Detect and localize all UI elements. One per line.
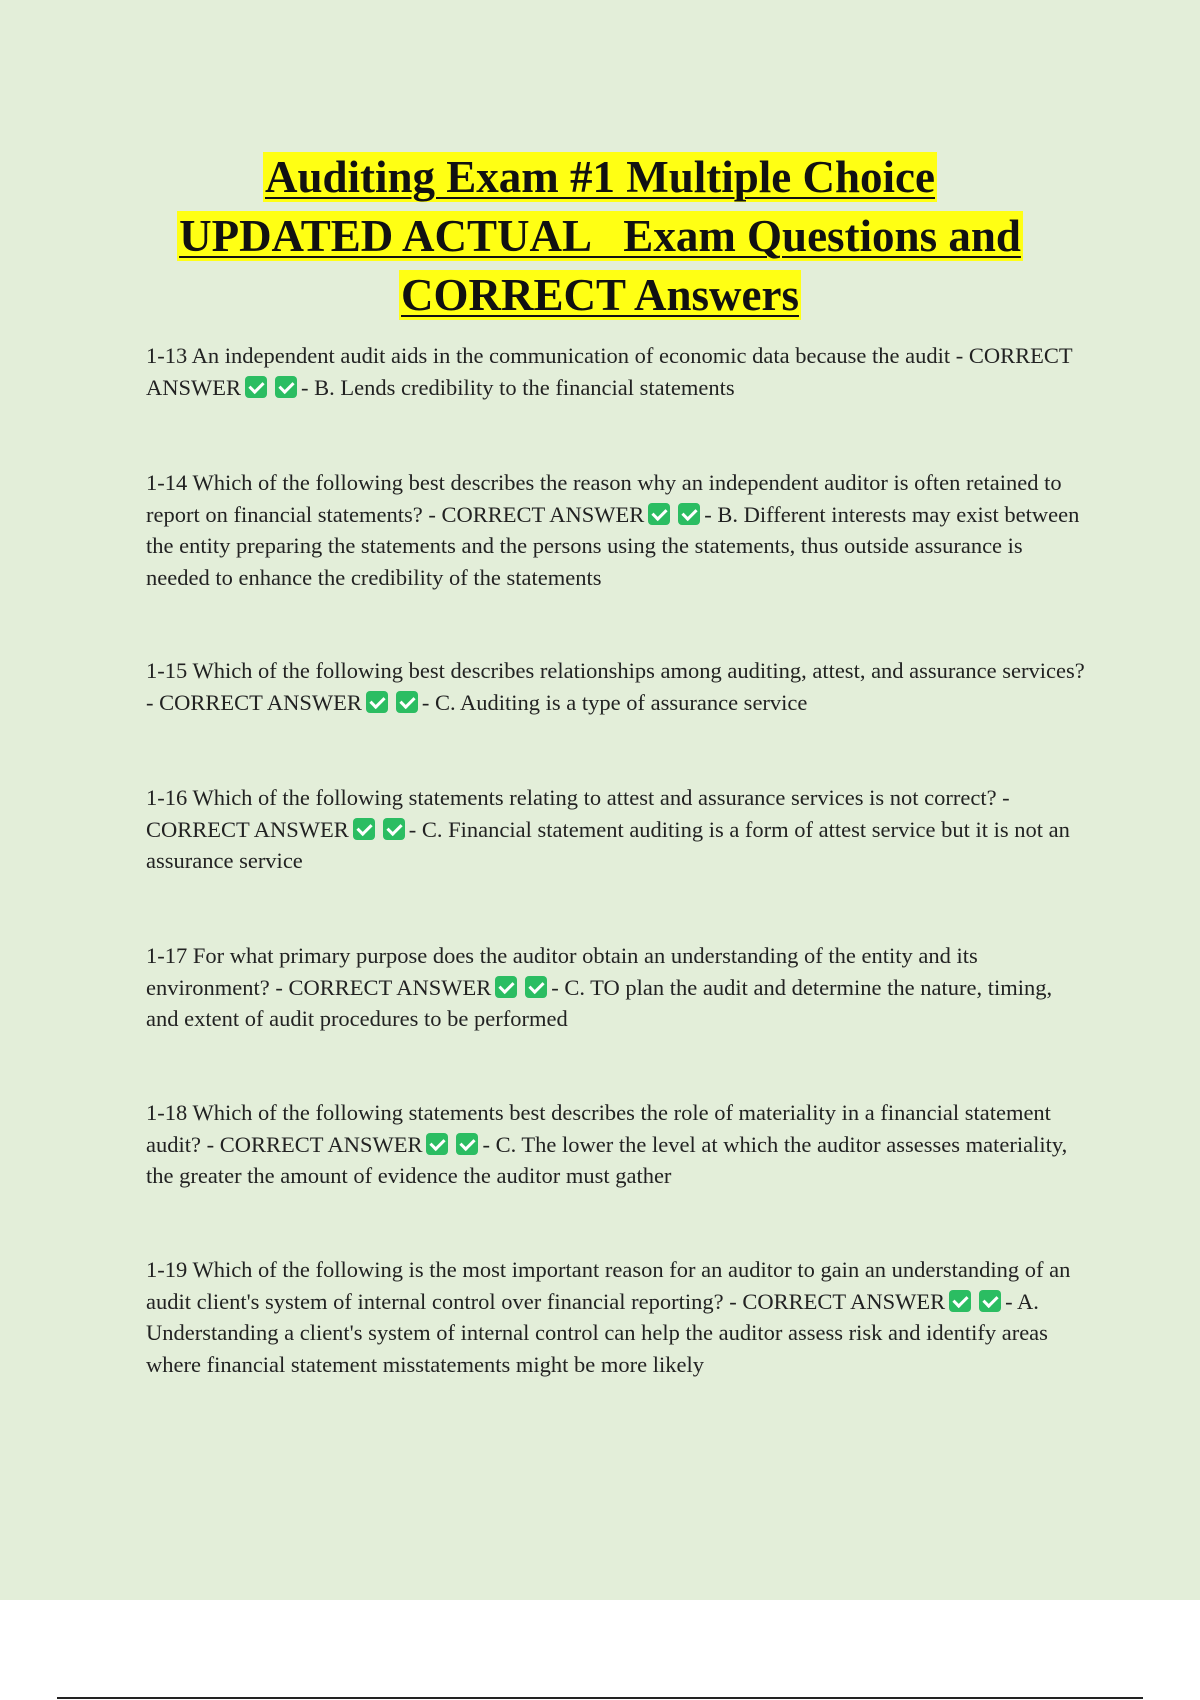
answer-text: - B. Lends credibility to the financial statements <box>301 374 735 400</box>
check-icon <box>353 818 375 840</box>
question-text: 1-18 Which of the following statements best describes the role of materiality in a financial statement audit? - <box>146 1100 1051 1157</box>
question-text: 1-13 An independent audit aids in the communication of economic data because the audit - <box>146 343 964 368</box>
check-icon <box>426 1133 448 1155</box>
question-item-1-17 <box>146 940 1086 1035</box>
answer-text: - C. Financial statement auditing is a form of attest service but it is not an assurance service <box>146 816 1070 873</box>
check-icon <box>949 1290 971 1312</box>
check-icon <box>383 818 405 840</box>
check-icon <box>275 376 297 398</box>
check-icon <box>678 503 700 525</box>
check-icon <box>525 976 547 998</box>
answer-marker: CORRECT ANSWER <box>146 343 1073 400</box>
answer-marker: CORRECT ANSWER <box>219 1131 423 1157</box>
answer-marker: CORRECT ANSWER <box>146 816 349 842</box>
question-item-1-16 <box>146 782 1086 877</box>
answer-text: - C. Auditing is a type of assurance service <box>421 689 808 715</box>
check-icon <box>648 503 670 525</box>
check-icon <box>396 691 418 713</box>
question-text: 1-15 Which of the following best describes relationships among auditing, attest, and assurance services? - <box>146 658 1085 715</box>
check-icon <box>366 691 388 713</box>
answer-marker: CORRECT ANSWER <box>441 501 645 527</box>
question-item-1-15 <box>146 655 1086 718</box>
answer-text: - C. The lower the level at which the auditor assesses materiality, the greater the amount of evidence the auditor must gather <box>146 1131 1068 1188</box>
footer-rule <box>57 1697 1143 1699</box>
question-text: 1-16 Which of the following statements relating to attest and assurance services is not correct? - <box>146 785 1010 810</box>
check-icon <box>979 1290 1001 1312</box>
question-item-1-13 <box>146 340 1086 403</box>
answer-marker: CORRECT ANSWER <box>288 974 492 1000</box>
question-text: 1-14 Which of the following best describes the reason why an independent auditor is often retained to report on financial statements? - <box>146 470 1062 527</box>
answer-text: - A. Understanding a client's system of internal control can help the auditor assess risk and identify areas where financial statement misstatements might be more likely <box>146 1288 1048 1377</box>
document-title <box>100 148 1100 325</box>
answer-marker: CORRECT ANSWER <box>159 689 362 715</box>
title-line-3: CORRECT Answers <box>401 270 799 320</box>
question-text: 1-17 For what primary purpose does the auditor obtain an understanding of the entity and its environment? - <box>146 943 978 1000</box>
question-item-1-14 <box>146 467 1086 593</box>
answer-text: - B. Different interests may exist between the entity preparing the statements and the persons using the statements, thus outside assurance is needed to enhance the credibility of the statements <box>146 501 1080 590</box>
answer-text: - C. TO plan the audit and determine the nature, timing, and extent of audit procedures to be performed <box>146 974 1053 1031</box>
check-icon <box>245 376 267 398</box>
title-line-1: Auditing Exam #1 Multiple Choice <box>264 152 936 202</box>
question-item-1-18 <box>146 1097 1086 1192</box>
question-text: 1-19 Which of the following is the most important reason for an auditor to gain an understanding of an audit client's system of internal control over financial reporting? - <box>146 1257 1071 1314</box>
check-icon <box>456 1133 478 1155</box>
answer-marker: CORRECT ANSWER <box>742 1288 946 1314</box>
title-line-2: UPDATED ACTUAL Exam Questions and <box>179 211 1021 261</box>
check-icon <box>495 976 517 998</box>
question-item-1-19 <box>146 1254 1086 1380</box>
